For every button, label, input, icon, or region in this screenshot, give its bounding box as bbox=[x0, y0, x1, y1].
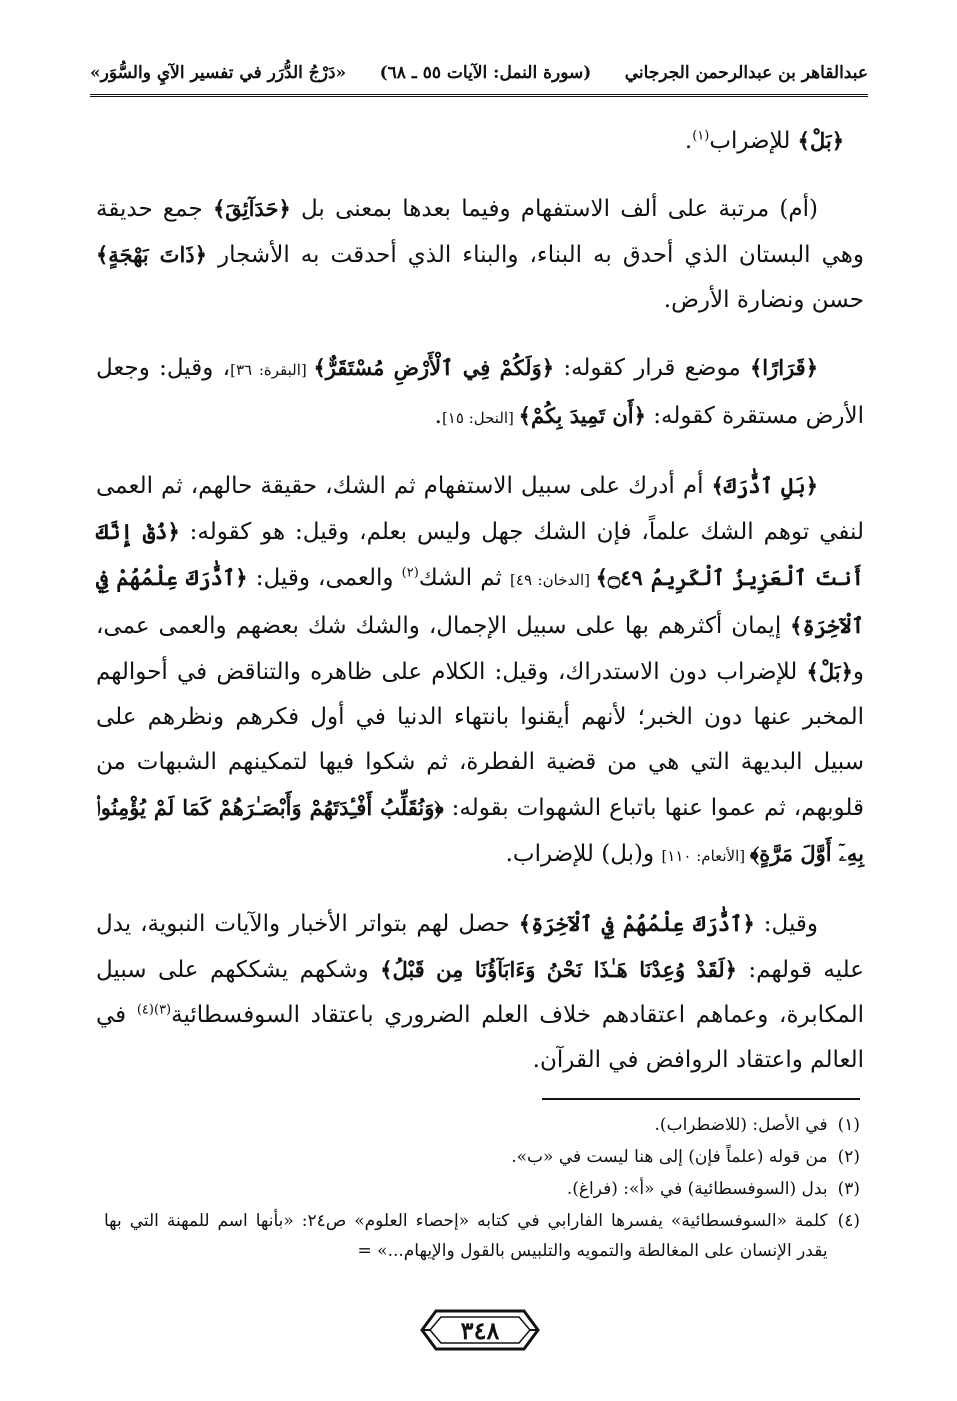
text-run: (أم) مرتبة على ألف الاستفهام وفيما بعدها بمعنى بل bbox=[290, 196, 818, 222]
header-rule bbox=[90, 94, 868, 97]
footnote bbox=[104, 1110, 860, 1140]
text-run: ، وقيل: وجعل الأرض مستقرة كقوله: bbox=[96, 355, 864, 429]
quran-quote: ﴿بَلْ﴾ bbox=[797, 128, 844, 153]
paragraph-1 bbox=[96, 118, 864, 164]
footnote-separator bbox=[542, 1098, 860, 1100]
text-run: و(بل) للإضراب. bbox=[505, 841, 662, 867]
main-text bbox=[96, 118, 864, 1105]
quran-quote: ﴿ذَاتَ بَهْجَةٍ﴾ bbox=[96, 242, 207, 267]
running-header bbox=[90, 56, 868, 90]
footnote-text: كلمة «السوفسطائية» يفسرها الفارابي في كتابه «إحصاء العلوم» ص٢٤: «بأنها اسم للمهنة التي بها يقدر الإنسان على المغالطة والتمويه والتلبيس بالقول والإيهام...» = bbox=[104, 1211, 828, 1261]
text-run: إيمان أكثرهم بها على سبيل الإجمال، والشك شك بعضهم والعمى عمى، و bbox=[96, 613, 864, 685]
text-run: جمع حديقة وهي البستان الذي أحدق به البناء، والبناء الذي أحدقت به الأشجار bbox=[96, 196, 864, 268]
footnote bbox=[104, 1206, 860, 1266]
quran-quote: ﴿حَدَآئِقَ﴾ bbox=[212, 196, 291, 221]
text-run: وشكهم يشككهم على سبيل المكابرة، وعماهم اعتقادهم خلاف العلم الضروري باعتقاد السوفسطائية bbox=[96, 957, 864, 1028]
footnote bbox=[104, 1142, 860, 1172]
footnote-marker: (٢) bbox=[401, 565, 419, 581]
verse-reference: [النحل: ١٥] bbox=[441, 409, 519, 427]
paragraph-5 bbox=[96, 901, 864, 1083]
quran-quote: ﴿وَنُقَلِّبُ أَفْـِٔدَتَهُمْ وَأَبْصَـٰرَهُمْ كَمَا لَمْ يُؤْمِنُوا۟ بِهِۦٓ أَوَّلَ مَرَّةٍ﴾ bbox=[96, 795, 864, 866]
footnote-number: (٣) bbox=[837, 1179, 860, 1199]
paragraph-3 bbox=[96, 345, 864, 441]
text-run: أم أدرك على سبيل الاستفهام ثم الشك، حقيقة حالهم، ثم العمى لنفي توهم الشك علماً، فإن الشك جهل وليس بعلم، وقيل: هو كقوله: bbox=[96, 473, 865, 545]
footnote-number: (٢) bbox=[837, 1147, 860, 1167]
quran-quote: ﴿ٱدَّٰرَكَ عِلْمُهُمْ فِي ٱلْآخِرَةِ﴾ bbox=[518, 911, 755, 936]
header-section: (سورة النمل: الآيات ٥٥ ـ ٦٨) bbox=[379, 63, 592, 83]
verse-reference: [الأنعام: ١١٠] bbox=[661, 847, 750, 865]
quran-quote: ﴿قَرَارًا﴾ bbox=[749, 355, 819, 380]
text-run: للإضراب دون الاستدراك، وقيل: الكلام على ظاهره والتناقض في أحوالهم المخبر عنها دون الخبر؛ لأنهم أيقنوا بانتهاء الدنيا في أول فكرهم ونظرهم على سبيل البديهة التي هي من قضية الفطرة، ثم شكوا فيها لتمكينهم الشبهات من قلوبهم، ثم عموا عنها باتباع الشهوات بقوله: bbox=[96, 659, 865, 821]
footnote-marker: (١) bbox=[692, 128, 710, 144]
paragraph-2 bbox=[96, 186, 864, 323]
text-run: . bbox=[684, 128, 693, 154]
quran-quote: ﴿أَن تَمِيدَ بِكُمْ﴾ bbox=[518, 403, 646, 428]
quran-quote: ﴿ٱدَّٰرَكَ عِلْمُهُمْ فِي ٱلْآخِرَةِ﴾ bbox=[96, 565, 864, 638]
quran-quote: ﴿ذُقْ إِنَّكَ أَنتَ ٱلْعَزِيزُ ٱلْكَرِيمُ ۝٤٩﴾ bbox=[96, 519, 864, 590]
verse-reference: [البقرة: ٣٦] bbox=[230, 361, 314, 379]
footnote-marker: (٣)(٤) bbox=[136, 1002, 172, 1018]
footnotes bbox=[104, 1110, 860, 1268]
text-run: وقيل: bbox=[754, 911, 818, 937]
text-run: ثم الشك bbox=[418, 565, 511, 591]
text-run: في العالم واعتقاد الروافض في القرآن. bbox=[96, 1002, 864, 1073]
text-run: والعمى، وقيل: bbox=[247, 565, 402, 591]
footnote-number: (٤) bbox=[837, 1211, 860, 1231]
quran-quote: ﴿بَلْ﴾ bbox=[806, 659, 853, 684]
quran-quote: ﴿بَلِ ٱدَّٰرَكَ﴾ bbox=[711, 473, 818, 498]
header-book-title: «دَرْجُ الدُّرَر في تفسير الآيِ والسُّوَر» bbox=[90, 63, 347, 83]
footnote bbox=[104, 1174, 860, 1204]
text-run: . bbox=[434, 403, 442, 429]
verse-reference: [الدخان: ٤٩] bbox=[510, 571, 596, 589]
text-run: للإضراب bbox=[709, 128, 798, 154]
header-author: عبدالقاهر بن عبدالرحمن الجرجاني bbox=[624, 63, 868, 83]
text-run: موضع قرار كقوله: bbox=[554, 355, 750, 381]
quran-quote: ﴿وَلَكُمْ فِي ٱلْأَرْضِ مُسْتَقَرٌّ﴾ bbox=[313, 355, 555, 380]
footnote-text: من قوله (علماً فإن) إلى هنا ليست في «ب». bbox=[511, 1147, 828, 1167]
footnote-text: في الأصل: (للاضطراب). bbox=[654, 1115, 828, 1135]
page-number: ٣٤٨ bbox=[460, 1315, 500, 1345]
quran-quote: ﴿لَقَدْ وُعِدْنَا هَـٰذَا نَحْنُ وَءَابَآؤُنَا مِن قَبْلُ﴾ bbox=[380, 957, 737, 982]
paragraph-4 bbox=[96, 463, 864, 879]
page-number-ornament bbox=[418, 1305, 542, 1355]
text-run: حسن ونضارة الأرض. bbox=[663, 287, 864, 313]
footnote-text: بدل (السوفسطائية) في «أ»: (فراغ). bbox=[566, 1179, 828, 1199]
footnote-number: (١) bbox=[837, 1115, 860, 1135]
text-run: حصل لهم بتواتر الأخبار والآيات النبوية، يدل عليه قولهم: bbox=[96, 911, 865, 983]
